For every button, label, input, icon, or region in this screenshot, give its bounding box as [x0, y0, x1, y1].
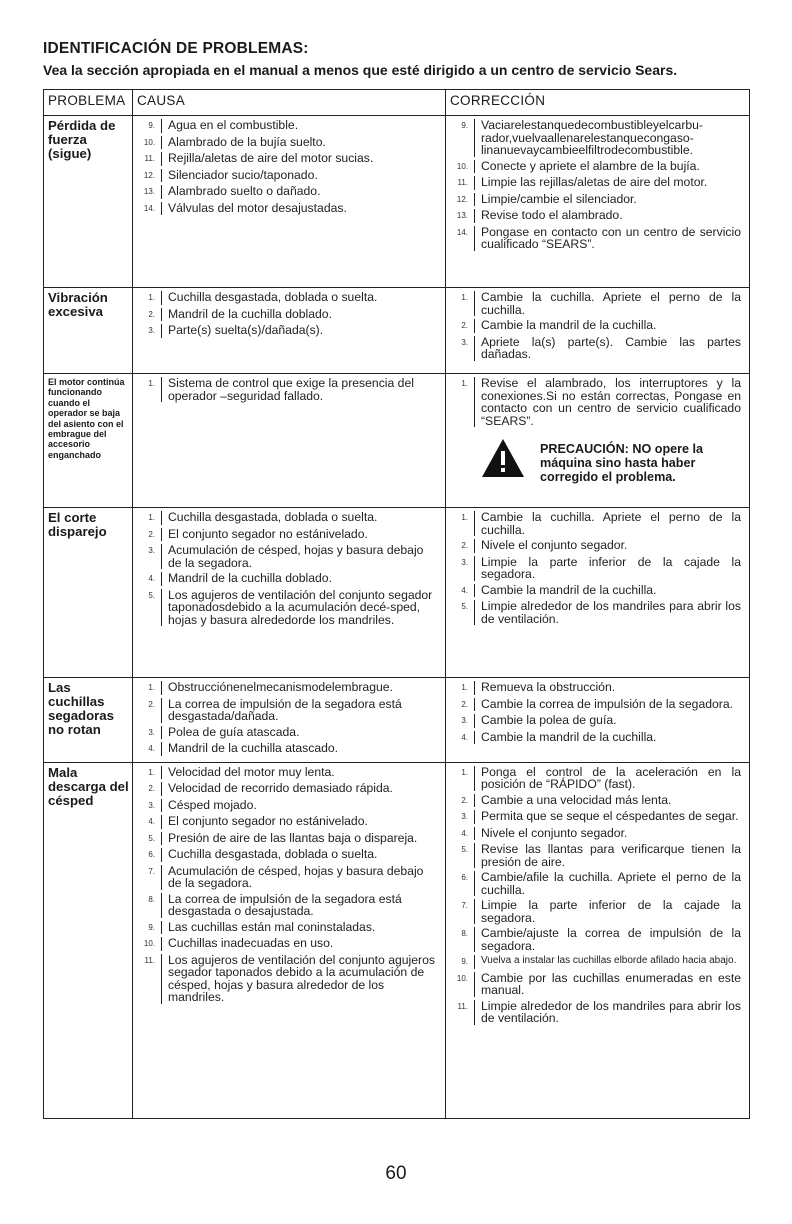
correction-text: Limpie alrededor de los mandriles para abrir los de ventilación. — [474, 600, 749, 625]
cause-number: 11. — [144, 955, 155, 965]
problem-cell: Vibración excesiva — [44, 288, 133, 374]
cause-number: 7. — [148, 866, 155, 876]
correction-number: 11. — [457, 1001, 468, 1011]
cause-cell — [133, 288, 446, 374]
warning-text: PRECAUCIÓN: NO opere la máquina sino hasta haber corregido el problema. — [540, 442, 704, 484]
cause-cell — [133, 762, 446, 1118]
cause-text: Velocidad de recorrido demasiado rápida. — [161, 782, 445, 796]
correction-text: Cambie la polea de guía. — [474, 714, 749, 728]
correction-text: Vaciarelestanquedecombustibleyelcarbu-rador,vuelvaallenarelestanquecongaso-linanuevaycambieelfiltrodecombustible. — [474, 119, 749, 157]
correction-number: 9. — [461, 121, 468, 130]
correction-text: Apriete la(s) parte(s). Cambie las partes dañadas. — [474, 336, 749, 361]
correction-item — [446, 336, 749, 361]
cause-item — [133, 324, 445, 338]
correction-item — [446, 972, 749, 997]
correction-text: Cambie la mandril de la cuchilla. — [474, 319, 749, 333]
correction-item — [446, 843, 749, 868]
correction-text: Conecte y apriete el alambre de la bujía. — [474, 160, 749, 174]
cause-text: Los agujeros de ventilación del conjunto segador taponadosdebido a la acumulación decé-sped, hojas y basura alrededorde los mandriles. — [161, 589, 445, 627]
cause-number: 10. — [143, 939, 155, 948]
cause-item — [133, 698, 445, 723]
cause-number: 2. — [148, 529, 155, 539]
column-header-problem: PROBLEMA — [44, 90, 133, 116]
column-header-cause: CAUSA — [133, 90, 446, 116]
cause-number: 12. — [143, 170, 155, 180]
cause-number: 9. — [148, 922, 155, 932]
cause-cell — [133, 678, 446, 763]
correction-text: Ponga el control de la aceleración en la posición de “RÁPIDO” (fast). — [474, 766, 749, 791]
correction-number: 1. — [461, 683, 468, 692]
table-row — [44, 116, 750, 288]
cause-item — [133, 742, 445, 756]
correction-text: Vuelva a instalar las cuchillas elborde afilado hacia abajo. — [474, 955, 749, 969]
cause-text: Los agujeros de ventilación del conjunto agujeros segador taponados debido a la acumulación de césped, hojas y basura alrededor de los mandriles. — [161, 954, 445, 1004]
cause-text: Cuchillas inadecuadas en uso. — [161, 937, 445, 951]
correction-cell — [446, 762, 750, 1118]
cause-text: La correa de impulsión de la segadora está desgastada o desajustada. — [161, 893, 445, 918]
correction-number: 1. — [461, 513, 468, 522]
correction-number: 3. — [461, 557, 468, 567]
correction-number: 4. — [461, 828, 468, 838]
cause-text: Cuchilla desgastada, doblada o suelta. — [161, 291, 445, 305]
cause-number: 1. — [148, 683, 155, 692]
table-row — [44, 374, 750, 508]
cause-item — [133, 169, 445, 183]
correction-cell — [446, 288, 750, 374]
cause-number: 1. — [148, 513, 155, 522]
correction-item — [446, 319, 749, 333]
cause-number: 9. — [148, 121, 155, 130]
correction-item — [446, 810, 749, 824]
correction-number: 14. — [456, 227, 468, 237]
correction-item — [446, 119, 749, 157]
cause-item — [133, 185, 445, 199]
correction-number: 2. — [461, 321, 468, 330]
problem-cell: El corte disparejo — [44, 508, 133, 678]
correction-number: 11. — [457, 178, 468, 187]
correction-number: 5. — [461, 602, 468, 611]
page-title: IDENTIFICACIÓN DE PROBLEMAS: — [43, 40, 309, 57]
cause-text: El conjunto segador no estánivelado. — [161, 528, 445, 542]
correction-text: Limpie las rejillas/aletas de aire del motor. — [474, 176, 749, 190]
correction-number: 10. — [456, 973, 468, 983]
cause-item — [133, 291, 445, 305]
table-row — [44, 678, 750, 763]
cause-number: 3. — [148, 326, 155, 335]
correction-text: Permita que se seque el céspedantes de segar. — [474, 810, 749, 824]
cause-text: Césped mojado. — [161, 799, 445, 813]
correction-number: 3. — [461, 812, 468, 821]
correction-item — [446, 291, 749, 316]
correction-text: Revise el alambrado, los interruptores y la conexiones.Si no están correctas, Pongase en contacto con un centro de servicio cualificado “SEARS”. — [474, 377, 749, 427]
correction-number: 2. — [461, 795, 468, 805]
cause-text: Rejilla/aletas de aire del motor sucias. — [161, 152, 445, 166]
cause-text: Mandril de la cuchilla doblado. — [161, 308, 445, 322]
correction-text: Nivele el conjunto segador. — [474, 539, 749, 553]
cause-item — [133, 377, 445, 402]
correction-number: 3. — [461, 716, 468, 725]
cause-item — [133, 782, 445, 796]
cause-number: 1. — [148, 379, 155, 388]
cause-item — [133, 893, 445, 918]
correction-item — [446, 766, 749, 791]
cause-text: Las cuchillas están mal coninstaladas. — [161, 921, 445, 935]
warning-triangle-icon — [480, 437, 526, 479]
correction-number: 5. — [461, 845, 468, 854]
cause-text: Alambrado suelto o dañado. — [161, 185, 445, 199]
problem-cell: Pérdida de fuerza (sigue) — [44, 116, 133, 288]
table-row — [44, 508, 750, 678]
correction-item — [446, 681, 749, 695]
cause-number: 3. — [148, 727, 155, 737]
cause-text: Silenciador sucio/taponado. — [161, 169, 445, 183]
cause-item — [133, 119, 445, 133]
correction-text: Nivele el conjunto segador. — [474, 827, 749, 841]
correction-number: 1. — [461, 767, 468, 777]
correction-number: 3. — [461, 337, 468, 347]
correction-text: Limpie la parte inferior de la cajade la segadora. — [474, 556, 749, 581]
page-subtitle: Vea la sección apropiada en el manual a menos que esté dirigido a un centro de servicio Sears. — [43, 62, 678, 78]
cause-item — [133, 832, 445, 846]
correction-item — [446, 827, 749, 841]
cause-text: Cuchilla desgastada, doblada o suelta. — [161, 848, 445, 862]
cause-text: Cuchilla desgastada, doblada o suelta. — [161, 511, 445, 525]
correction-item — [446, 176, 749, 190]
correction-item — [446, 556, 749, 581]
correction-number: 1. — [461, 293, 468, 302]
correction-text: Cambie/ajuste la correa de impulsión de la segadora. — [474, 927, 749, 952]
correction-number: 4. — [461, 585, 468, 595]
cause-number: 4. — [148, 744, 155, 753]
cause-item — [133, 308, 445, 322]
correction-item — [446, 794, 749, 808]
cause-item — [133, 528, 445, 542]
correction-cell — [446, 508, 750, 678]
cause-number: 8. — [148, 894, 155, 904]
table-row — [44, 288, 750, 374]
correction-item — [446, 584, 749, 598]
cause-number: 2. — [148, 784, 155, 793]
table-header-row — [44, 90, 750, 116]
cause-item — [133, 921, 445, 935]
cause-item — [133, 815, 445, 829]
correction-text: Limpie alrededor de los mandriles para abrir los de ventilación. — [474, 1000, 749, 1025]
page-number: 60 — [385, 1163, 407, 1184]
cause-item — [133, 152, 445, 166]
correction-text: Cambie la cuchilla. Apriete el perno de la cuchilla. — [474, 511, 749, 536]
correction-item — [446, 731, 749, 745]
correction-item — [446, 871, 749, 896]
cause-item — [133, 726, 445, 740]
troubleshooting-table — [43, 89, 750, 1119]
cause-item — [133, 202, 445, 216]
cause-item — [133, 865, 445, 890]
cause-item — [133, 766, 445, 780]
cause-item — [133, 511, 445, 525]
cause-text: Presión de aire de las llantas baja o dispareja. — [161, 832, 445, 846]
cause-number: 4. — [148, 574, 155, 583]
cause-number: 11. — [144, 154, 155, 163]
cause-text: Sistema de control que exige la presencia del operador –seguridad fallado. — [161, 377, 445, 402]
problem-cell: Las cuchillas segadoras no rotan — [44, 678, 133, 763]
correction-item — [446, 377, 749, 427]
correction-number: 13. — [456, 211, 468, 220]
cause-number: 4. — [148, 817, 155, 826]
correction-item — [446, 160, 749, 174]
cause-item — [133, 572, 445, 586]
correction-text: Cambie/afile la cuchilla. Apriete el perno de la cuchilla. — [474, 871, 749, 896]
cause-text: Acumulación de césped, hojas y basura debajo de la segadora. — [161, 544, 445, 569]
cause-item — [133, 954, 445, 1004]
cause-text: Alambrado de la bujía suelto. — [161, 136, 445, 150]
correction-number: 2. — [461, 699, 468, 709]
correction-number: 1. — [461, 379, 468, 388]
cause-number: 10. — [143, 137, 155, 147]
cause-number: 3. — [148, 546, 155, 555]
cause-text: Velocidad del motor muy lenta. — [161, 766, 445, 780]
cause-number: 2. — [148, 699, 155, 709]
correction-number: 2. — [461, 541, 468, 550]
cause-number: 2. — [148, 309, 155, 319]
cause-cell — [133, 374, 446, 508]
correction-text: Revise todo el alambrado. — [474, 209, 749, 223]
correction-text: Revise las llantas para verificarque tienen la presión de aire. — [474, 843, 749, 868]
table-row — [44, 762, 750, 1118]
problem-cell: El motor continúa funcionando cuando el operador se baja del asiento con el embrague del accesorio enganchado — [44, 374, 133, 508]
correction-number: 8. — [461, 929, 468, 938]
column-header-correction: CORRECCIÓN — [446, 90, 750, 116]
cause-text: El conjunto segador no estánivelado. — [161, 815, 445, 829]
correction-text: Cambie la correa de impulsión de la segadora. — [474, 698, 749, 712]
cause-text: Parte(s) suelta(s)/dañada(s). — [161, 324, 445, 338]
correction-cell — [446, 374, 750, 508]
cause-item — [133, 136, 445, 150]
cause-number: 14. — [143, 203, 155, 213]
cause-text: Acumulación de césped, hojas y basura debajo de la segadora. — [161, 865, 445, 890]
cause-number: 1. — [148, 767, 155, 777]
cause-number: 5. — [148, 833, 155, 843]
cause-item — [133, 681, 445, 695]
correction-item — [446, 193, 749, 207]
cause-text: Mandril de la cuchilla atascado. — [161, 742, 445, 756]
correction-item — [446, 927, 749, 952]
correction-item — [446, 1000, 749, 1025]
safety-warning — [446, 433, 749, 484]
correction-number: 9. — [461, 957, 468, 966]
correction-number: 7. — [461, 901, 468, 910]
correction-text: Cambie la cuchilla. Apriete el perno de la cuchilla. — [474, 291, 749, 316]
cause-number: 13. — [143, 187, 155, 196]
correction-item — [446, 511, 749, 536]
cause-text: Mandril de la cuchilla doblado. — [161, 572, 445, 586]
cause-text: Válvulas del motor desajustadas. — [161, 202, 445, 216]
correction-text: Remueva la obstrucción. — [474, 681, 749, 695]
cause-text: Obstrucciónenelmecanismodelembrague. — [161, 681, 445, 695]
correction-number: 10. — [456, 161, 468, 171]
cause-number: 5. — [148, 590, 155, 600]
cause-item — [133, 589, 445, 627]
correction-item — [446, 714, 749, 728]
cause-text: Agua en el combustible. — [161, 119, 445, 133]
correction-text: Limpie/cambie el silenciador. — [474, 193, 749, 207]
correction-item — [446, 899, 749, 924]
correction-number: 6. — [461, 873, 468, 882]
cause-item — [133, 544, 445, 569]
correction-text: Limpie la parte inferior de la cajade la segadora. — [474, 899, 749, 924]
cause-number: 6. — [148, 850, 155, 859]
correction-item — [446, 226, 749, 251]
cause-number: 3. — [148, 800, 155, 810]
correction-cell — [446, 678, 750, 763]
cause-item — [133, 937, 445, 951]
correction-item — [446, 209, 749, 223]
correction-text: Pongase en contacto con un centro de servicio cualificado “SEARS”. — [474, 226, 749, 251]
correction-text: Cambie la mandril de la cuchilla. — [474, 584, 749, 598]
correction-number: 12. — [456, 194, 468, 204]
correction-item — [446, 698, 749, 712]
correction-text: Cambie por las cuchillas enumeradas en este manual. — [474, 972, 749, 997]
cause-text: Polea de guía atascada. — [161, 726, 445, 740]
correction-cell — [446, 116, 750, 288]
correction-text: Cambie la mandril de la cuchilla. — [474, 731, 749, 745]
cause-text: La correa de impulsión de la segadora está desgastada/dañada. — [161, 698, 445, 723]
correction-item — [446, 600, 749, 625]
cause-item — [133, 799, 445, 813]
cause-item — [133, 848, 445, 862]
correction-text: Cambie a una velocidad más lenta. — [474, 794, 749, 808]
correction-number: 4. — [461, 732, 468, 742]
cause-cell — [133, 508, 446, 678]
correction-item — [446, 955, 749, 969]
correction-item — [446, 539, 749, 553]
cause-number: 1. — [148, 293, 155, 302]
cause-cell — [133, 116, 446, 288]
problem-cell: Mala descarga del césped — [44, 762, 133, 1118]
